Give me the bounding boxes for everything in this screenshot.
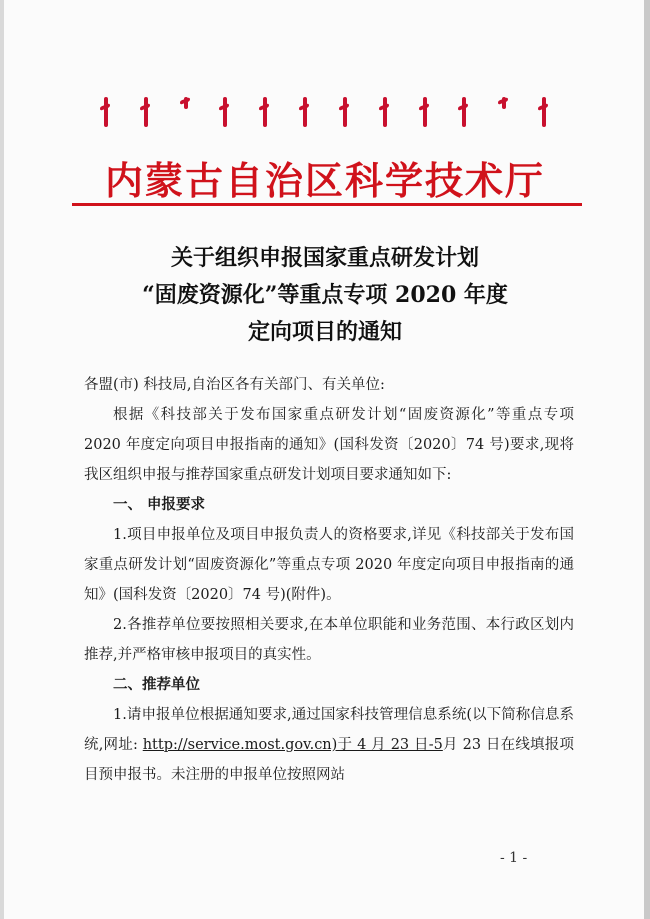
document-body [84, 370, 574, 790]
mongolian-glyph [498, 95, 510, 113]
section2-item-1 [84, 700, 574, 790]
red-divider-line [72, 203, 582, 206]
mongolian-glyph [339, 95, 351, 129]
title-line-3: 定向项目的通知 [247, 319, 402, 345]
section-heading-1: 一、 申报要求 [113, 497, 206, 513]
salutation: 各盟(市) 科技局,自治区各有关部门、有关单位: [84, 377, 385, 393]
mongolian-glyph [299, 95, 311, 129]
section-heading-2: 二、推荐单位 [113, 677, 200, 693]
intro-paragraph: 根据《科技部关于发布国家重点研发计划“固废资源化”等重点专项 2020 年度定向项目申报指南的通知》(国科发资〔2020〕74 号)要求,现将我区组织申报与推荐国家重点研发计划项目要求通知如下: [84, 407, 574, 483]
mongolian-glyph [180, 95, 192, 113]
website-link[interactable]: http://service.most.gov.cn)于 4 月 23 日-5 [142, 737, 443, 753]
mongolian-glyph [379, 95, 391, 129]
mongolian-glyph [458, 95, 470, 129]
mongolian-glyph [538, 95, 550, 129]
mongolian-glyph [419, 95, 431, 129]
agency-name: 内蒙古自治区科学技术厅 [104, 158, 545, 203]
section1-item-2: 2.各推荐单位要按照相关要求,在本单位职能和业务范围、本行政区划内推荐,并严格审核申报项目的真实性。 [84, 617, 574, 663]
scan-edge-left [0, 0, 4, 919]
mongolian-glyph [100, 95, 112, 129]
mongolian-glyph [219, 95, 231, 129]
title-line-2: “固废资源化”等重点专项 2020 年度 [142, 282, 508, 308]
title-line-1: 关于组织申报国家重点研发计划 [170, 245, 479, 271]
section2-item-1-prefix: 1.请申报单位根据通知要求,通过国家科技管理信息系统(以下简称信息系统,网址: [84, 707, 574, 753]
page-number: - 1 - [500, 850, 528, 866]
section1-item-1: 1.项目申报单位及项目申报负责人的资格要求,详见《科技部关于发布国家重点研发计划“固废资源化”等重点专项 2020 年度定向项目申报指南的通知》(国科发资〔2020〕74 号)(附件)。 [84, 527, 574, 603]
document-title [0, 240, 650, 351]
section2-item-1-suffix: 月 23 日在线填报项目预申报书。未注册的申报单位按照网站 [84, 737, 574, 783]
scan-edge-right [644, 0, 650, 919]
mongolian-script-header [100, 95, 550, 135]
mongolian-glyph [259, 95, 271, 129]
mongolian-glyph [140, 95, 152, 129]
